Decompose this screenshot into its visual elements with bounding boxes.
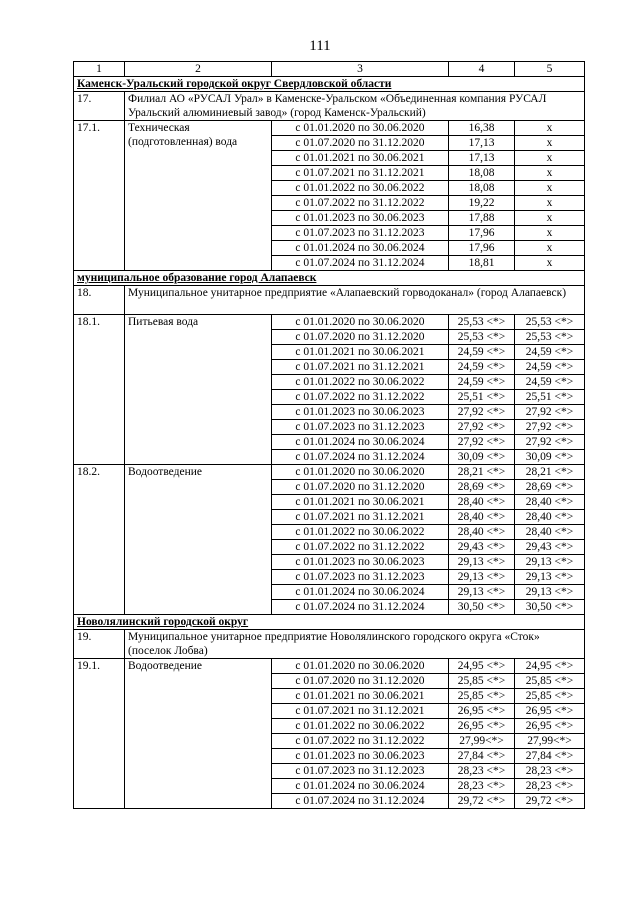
tariff-value-col4: 25,53 <*> [449,315,515,330]
tariff-value-col5: 25,53 <*> [515,330,585,345]
tariff-value-col5: 25,51 <*> [515,390,585,405]
tariff-value-col5: 29,13 <*> [515,555,585,570]
tariff-value-col4: 26,95 <*> [449,719,515,734]
tariff-value-col5: 28,21 <*> [515,465,585,480]
tariff-value-col5: x [515,256,585,271]
tariff-table-body [74,62,585,809]
tariff-value-col5: 25,53 <*> [515,315,585,330]
service-number: 19.1. [74,659,125,809]
tariff-value-col4: 28,40 <*> [449,495,515,510]
tariff-period: с 01.07.2024 по 31.12.2024 [272,600,449,615]
service-name: Водоотведение [125,659,272,809]
tariff-value-col4: 24,59 <*> [449,360,515,375]
tariff-period: с 01.07.2024 по 31.12.2024 [272,450,449,465]
tariff-period: с 01.01.2022 по 30.06.2022 [272,525,449,540]
tariff-period: с 01.01.2024 по 30.06.2024 [272,241,449,256]
tariff-period: с 01.07.2020 по 31.12.2020 [272,136,449,151]
tariff-period: с 01.07.2023 по 31.12.2023 [272,570,449,585]
tariff-value-col4: 24,59 <*> [449,375,515,390]
tariff-value-col4: 17,88 [449,211,515,226]
tariff-value-col5: 24,59 <*> [515,375,585,390]
tariff-period: с 01.01.2020 по 30.06.2020 [272,315,449,330]
tariff-value-col4: 28,21 <*> [449,465,515,480]
tariff-value-col5: 26,95 <*> [515,719,585,734]
region-heading: Новолялинский городской округ [74,615,585,630]
tariff-value-col5: x [515,166,585,181]
tariff-value-col5: 25,85 <*> [515,674,585,689]
tariff-value-col4: 28,40 <*> [449,525,515,540]
tariff-period: с 01.07.2024 по 31.12.2024 [272,794,449,809]
tariff-value-col5: 26,95 <*> [515,704,585,719]
tariff-value-col5: 27,92 <*> [515,420,585,435]
tariff-period: с 01.01.2023 по 30.06.2023 [272,555,449,570]
tariff-row [74,465,585,480]
tariff-period: с 01.07.2023 по 31.12.2023 [272,420,449,435]
tariff-period: с 01.07.2023 по 31.12.2023 [272,226,449,241]
column-header: 1 [74,62,125,77]
tariff-period: с 01.01.2024 по 30.06.2024 [272,585,449,600]
tariff-value-col5: x [515,151,585,166]
tariff-value-col5: 28,69 <*> [515,480,585,495]
tariff-value-col4: 27,92 <*> [449,420,515,435]
organization-name: Филиал АО «РУСАЛ Урал» в Каменске-Уральском «Объединенная компания РУСАЛ Уральский алюминиевый завод» (город Каменск-Уральский) [125,92,585,121]
tariff-value-col5: x [515,211,585,226]
tariff-value-col4: 26,95 <*> [449,704,515,719]
tariff-value-col4: 28,69 <*> [449,480,515,495]
tariff-period: с 01.01.2023 по 30.06.2023 [272,749,449,764]
tariff-period: с 01.01.2020 по 30.06.2020 [272,121,449,136]
column-header: 5 [515,62,585,77]
tariff-value-col4: 29,13 <*> [449,570,515,585]
tariff-value-col5: 29,13 <*> [515,570,585,585]
region-heading: Каменск-Уральский городской округ Свердловской области [74,77,585,92]
tariff-value-col4: 25,85 <*> [449,674,515,689]
tariff-period: с 01.01.2021 по 30.06.2021 [272,495,449,510]
tariff-period: с 01.07.2020 по 31.12.2020 [272,674,449,689]
organization-number: 18. [74,286,125,315]
tariff-value-col5: 30,50 <*> [515,600,585,615]
tariff-value-col4: 18,08 [449,166,515,181]
tariff-period: с 01.01.2024 по 30.06.2024 [272,779,449,794]
service-name: Водоотведение [125,465,272,615]
organization-row [74,92,585,121]
tariff-value-col5: 29,13 <*> [515,585,585,600]
tariff-value-col4: 29,13 <*> [449,555,515,570]
tariff-period: с 01.07.2022 по 31.12.2022 [272,540,449,555]
tariff-value-col4: 29,43 <*> [449,540,515,555]
tariff-value-col4: 17,13 [449,151,515,166]
tariff-value-col5: 30,09 <*> [515,450,585,465]
tariff-value-col5: x [515,181,585,196]
tariff-value-col5: 24,59 <*> [515,360,585,375]
tariff-value-col4: 18,08 [449,181,515,196]
tariff-value-col4: 30,09 <*> [449,450,515,465]
tariff-value-col5: x [515,121,585,136]
tariff-value-col5: x [515,241,585,256]
tariff-value-col5: 28,23 <*> [515,764,585,779]
column-header: 4 [449,62,515,77]
tariff-period: с 01.01.2021 по 30.06.2021 [272,689,449,704]
service-name: Питьевая вода [125,315,272,465]
tariff-value-col4: 25,53 <*> [449,330,515,345]
tariff-period: с 01.07.2024 по 31.12.2024 [272,256,449,271]
tariff-period: с 01.01.2023 по 30.06.2023 [272,405,449,420]
tariff-value-col5: 28,40 <*> [515,525,585,540]
tariff-value-col4: 29,13 <*> [449,585,515,600]
service-name: Техническая (подготовленная) вода [125,121,272,271]
tariff-row [74,659,585,674]
tariff-period: с 01.07.2021 по 31.12.2021 [272,166,449,181]
column-header: 2 [125,62,272,77]
tariff-value-col4: 27,84 <*> [449,749,515,764]
tariff-period: с 01.07.2022 по 31.12.2022 [272,390,449,405]
tariff-value-col4: 28,40 <*> [449,510,515,525]
tariff-value-col4: 28,23 <*> [449,764,515,779]
service-number: 18.2. [74,465,125,615]
tariff-period: с 01.01.2022 по 30.06.2022 [272,719,449,734]
organization-row [74,630,585,659]
tariff-value-col5: x [515,226,585,241]
tariff-row [74,121,585,136]
tariff-table [73,61,585,809]
tariff-value-col5: 25,85 <*> [515,689,585,704]
region-heading: муниципальное образование город Алапаевск [74,271,585,286]
tariff-period: с 01.01.2020 по 30.06.2020 [272,659,449,674]
tariff-period: с 01.01.2024 по 30.06.2024 [272,435,449,450]
tariff-value-col4: 29,72 <*> [449,794,515,809]
tariff-period: с 01.01.2022 по 30.06.2022 [272,375,449,390]
region-heading-row [74,615,585,630]
tariff-value-col4: 28,23 <*> [449,779,515,794]
tariff-period: с 01.01.2021 по 30.06.2021 [272,151,449,166]
tariff-value-col4: 16,38 [449,121,515,136]
tariff-period: с 01.07.2020 по 31.12.2020 [272,480,449,495]
tariff-value-col5: 28,40 <*> [515,495,585,510]
tariff-value-col5: x [515,136,585,151]
tariff-value-col4: 18,81 [449,256,515,271]
tariff-value-col5: 24,95 <*> [515,659,585,674]
service-number: 18.1. [74,315,125,465]
tariff-value-col4: 19,22 [449,196,515,211]
organization-number: 19. [74,630,125,659]
tariff-value-col5: 28,40 <*> [515,510,585,525]
tariff-value-col4: 25,51 <*> [449,390,515,405]
tariff-value-col5: 28,23 <*> [515,779,585,794]
tariff-value-col4: 25,85 <*> [449,689,515,704]
tariff-value-col5: 27,84 <*> [515,749,585,764]
tariff-value-col4: 30,50 <*> [449,600,515,615]
organization-number: 17. [74,92,125,121]
tariff-value-col4: 24,95 <*> [449,659,515,674]
tariff-value-col4: 27,92 <*> [449,435,515,450]
tariff-value-col5: 27,92 <*> [515,435,585,450]
column-number-row [74,62,585,77]
region-heading-row [74,271,585,286]
tariff-value-col5: 29,72 <*> [515,794,585,809]
tariff-value-col5: 27,92 <*> [515,405,585,420]
tariff-period: с 01.01.2022 по 30.06.2022 [272,181,449,196]
tariff-value-col5: 29,43 <*> [515,540,585,555]
tariff-period: с 01.01.2020 по 30.06.2020 [272,465,449,480]
tariff-value-col4: 27,92 <*> [449,405,515,420]
organization-name: Муниципальное унитарное предприятие Новолялинского городского округа «Сток» (поселок Лобва) [125,630,585,659]
organization-name: Муниципальное унитарное предприятие «Алапаевский горводоканал» (город Алапаевск) [125,286,585,315]
tariff-value-col4: 17,13 [449,136,515,151]
tariff-value-col5: 24,59 <*> [515,345,585,360]
organization-row [74,286,585,315]
column-header: 3 [272,62,449,77]
tariff-value-col5: x [515,196,585,211]
tariff-period: с 01.01.2021 по 30.06.2021 [272,345,449,360]
tariff-period: с 01.07.2022 по 31.12.2022 [272,196,449,211]
tariff-period: с 01.07.2021 по 31.12.2021 [272,360,449,375]
tariff-period: с 01.07.2020 по 31.12.2020 [272,330,449,345]
tariff-period: с 01.01.2023 по 30.06.2023 [272,211,449,226]
page-number: 111 [309,38,331,54]
tariff-row [74,315,585,330]
region-heading-row [74,77,585,92]
tariff-value-col5: 27,99<*> [515,734,585,749]
tariff-value-col4: 17,96 [449,226,515,241]
tariff-period: с 01.07.2023 по 31.12.2023 [272,764,449,779]
tariff-period: с 01.07.2022 по 31.12.2022 [272,734,449,749]
service-number: 17.1. [74,121,125,271]
tariff-value-col4: 17,96 [449,241,515,256]
tariff-period: с 01.07.2021 по 31.12.2021 [272,510,449,525]
tariff-value-col4: 24,59 <*> [449,345,515,360]
tariff-period: с 01.07.2021 по 31.12.2021 [272,704,449,719]
tariff-value-col4: 27,99<*> [449,734,515,749]
